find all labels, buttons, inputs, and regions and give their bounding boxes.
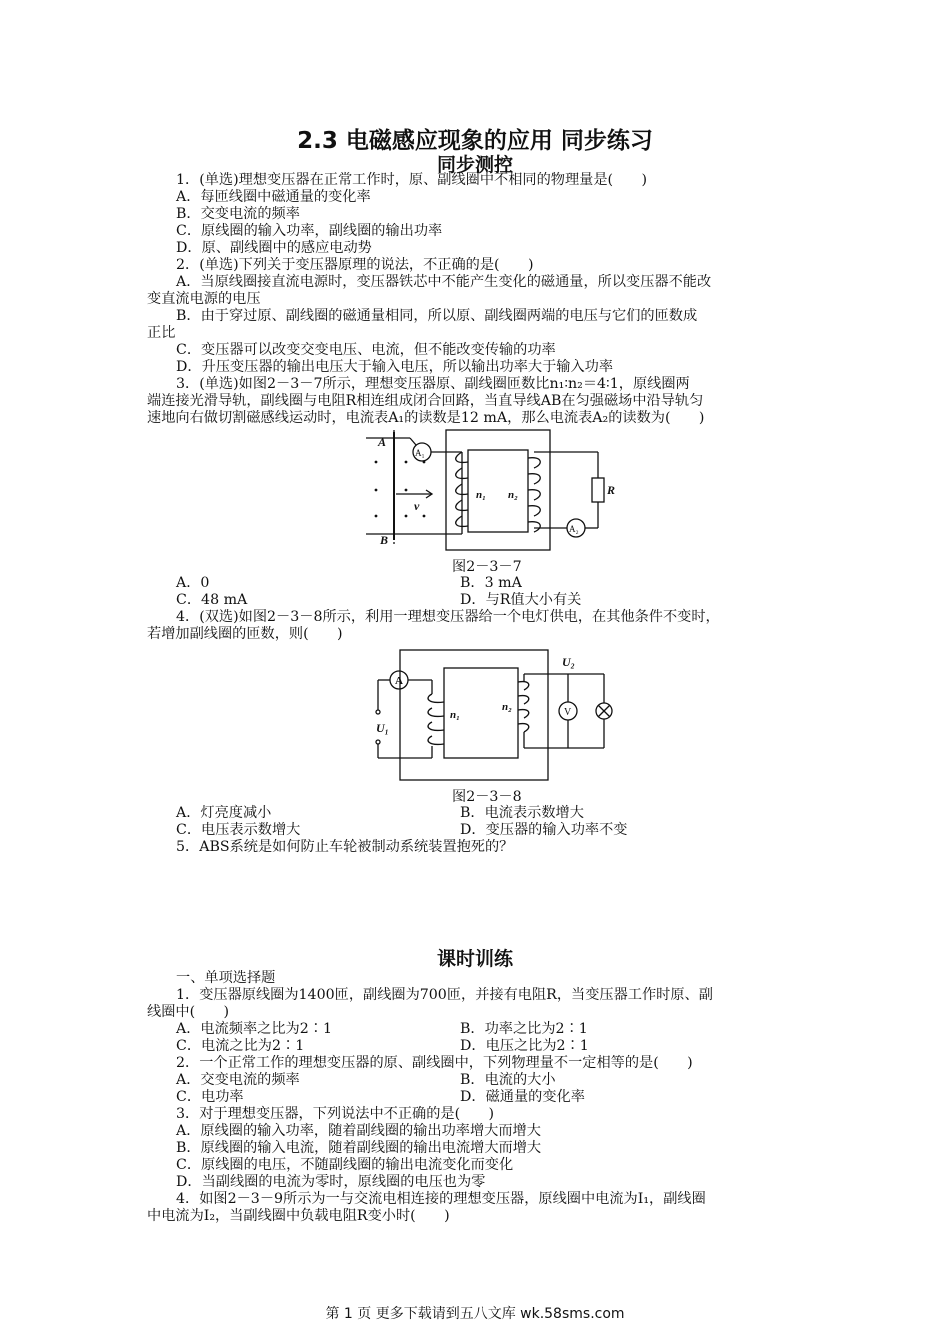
p2-q1-option-b: B．功率之比为2∶1 [460, 1021, 588, 1037]
q3-stem-cont2: 速地向右做切割磁感线运动时，电流表A₁的读数是12 mA，那么电流表A₂的读数为( ) [147, 410, 705, 426]
figure-2-3-8 [370, 646, 616, 786]
label-v: v [414, 499, 420, 513]
label-n2: n₂ [508, 489, 518, 501]
label-voltmeter: V [564, 707, 572, 718]
q4-stem: 4．(双选)如图2－3－8所示，利用一理想变压器给一个电灯供电，在其他条件不变时， [176, 609, 720, 625]
p2-q1-option-c: C．电流之比为2∶1 [176, 1038, 305, 1054]
label-u2: U₂ [562, 655, 575, 669]
q2-option-d: D．升压变压器的输出电压大于输入电压，所以输出功率大于输入功率 [176, 359, 614, 375]
p2-q1-stem: 1．变压器原线圈为1400匝，副线圈为700匝，并接有电阻R，当变压器工作时原、副 [176, 987, 713, 1003]
q1-stem: 1．(单选)理想变压器在正常工作时，原、副线圈中不相同的物理量是( ) [176, 172, 647, 188]
q2-option-a: A．当原线圈接直流电源时，变压器铁芯中不能产生变化的磁通量，所以变压器不能改 [176, 274, 712, 290]
q2-option-b: B．由于穿过原、副线圈的磁通量相同，所以原、副线圈两端的电压与它们的匝数成 [176, 308, 698, 324]
p2-q2-option-c: C．电功率 [176, 1089, 244, 1105]
q2-option-a-cont: 变直流电源的电压 [147, 291, 261, 307]
p2-q4-stem: 4．如图2－3－9所示为一与交流电相连接的理想变压器，原线圈中电流为I₁，副线圈 [176, 1191, 706, 1207]
p2-q3-stem: 3．对于理想变压器，下列说法中不正确的是( ) [176, 1106, 495, 1122]
p2-q3-option-b: B．原线圈的输入电流，随着副线圈的输出电流增大而增大 [176, 1140, 542, 1156]
label-a: A [378, 435, 387, 449]
label-a2: A₂ [569, 524, 579, 534]
q2-stem: 2．(单选)下列关于变压器原理的说法，不正确的是( ) [176, 257, 534, 273]
section-heading-training: 课时训练 [436, 948, 513, 970]
terminal-bottom [376, 740, 380, 744]
q1-option-d: D．原、副线圈中的感应电动势 [176, 240, 372, 256]
resistor-r-icon [592, 478, 604, 502]
q4-stem-cont: 若增加副线圈的匝数，则( ) [147, 626, 343, 642]
p2-q2-stem: 2．一个正常工作的理想变压器的原、副线圈中，下列物理量不一定相等的是( ) [176, 1055, 693, 1071]
label-b: B [380, 533, 389, 547]
q3-option-c: C．48 mA [176, 592, 248, 608]
q3-stem-cont1: 端连接光滑导轨，副线圈与电阻R相连组成闭合回路，当直导线AB在匀强磁场中沿导轨匀 [147, 393, 704, 409]
q2-option-c: C．变压器可以改变交变电压、电流，但不能改变传输的功率 [176, 342, 556, 358]
p2-q1-option-d: D．电压之比为2∶1 [460, 1038, 589, 1054]
q4-option-d: D．变压器的输入功率不变 [460, 822, 628, 838]
p2-q3-option-a: A．原线圈的输入功率，随着副线圈的输出功率增大而增大 [176, 1123, 541, 1139]
p2-q2-option-b: B．电流的大小 [460, 1072, 556, 1088]
label-ammeter: A [395, 675, 403, 687]
terminal-top [376, 710, 380, 714]
page-footer: 第 1 页 更多下载请到五八文库 wk.58sms.com [325, 1306, 625, 1322]
q1-option-c: C．原线圈的输入功率，副线圈的输出功率 [176, 223, 443, 239]
p2-q4-stem-cont: 中电流为I₂，当副线圈中负载电阻R变小时( ) [147, 1208, 450, 1224]
label-n2: n₂ [502, 701, 512, 713]
figure-2-3-7-caption: 图2－3－7 [452, 559, 522, 575]
p2-q3-option-c: C．原线圈的电压，不随副线圈的输出电流变化而变化 [176, 1157, 514, 1173]
p2-q1-option-a: A．电流频率之比为2∶1 [176, 1021, 332, 1037]
q1-option-b: B．交变电流的频率 [176, 206, 300, 222]
q3-option-a: A．0 [176, 575, 210, 591]
q1-option-a: A．每匝线圈中磁通量的变化率 [176, 189, 371, 205]
p2-q2-option-d: D．磁通量的变化率 [460, 1089, 585, 1105]
label-r: R [607, 483, 616, 497]
q3-stem: 3．(单选)如图2－3－7所示，理想变压器原、副线圈匝数比n₁∶n₂＝4∶1，原线圈两 [176, 376, 690, 392]
q5-stem: 5．ABS系统是如何防止车轮被制动系统装置抱死的？ [176, 839, 514, 855]
p2-q3-option-d: D．当副线圈的电流为零时，原线圈的电压也为零 [176, 1174, 486, 1190]
q4-option-c: C．电压表示数增大 [176, 822, 301, 838]
label-u1: U₁ [376, 721, 389, 735]
figure-2-3-8-caption: 图2－3－8 [452, 789, 522, 805]
q2-option-b-cont: 正比 [147, 325, 176, 341]
p2-q1-stem-cont: 线圈中( ) [147, 1004, 230, 1020]
section-heading-sync: 同步测控 [436, 154, 513, 176]
secondary-coil [528, 458, 540, 532]
iron-core-outer [400, 650, 548, 780]
q4-option-b: B．电流表示数增大 [460, 805, 584, 821]
page-title: 2.3 电磁感应现象的应用 同步练习 [297, 128, 653, 154]
part2-heading: 一、单项选择题 [176, 970, 276, 986]
label-n1: n₁ [476, 489, 486, 501]
figure-2-3-7 [366, 428, 616, 554]
q4-option-a: A．灯亮度减小 [176, 805, 272, 821]
primary-coil [428, 694, 444, 744]
q3-option-d: D．与R值大小有关 [460, 592, 582, 608]
p2-q2-option-a: A．交变电流的频率 [176, 1072, 300, 1088]
q3-option-b: B．3 mA [460, 575, 522, 591]
secondary-coil [518, 682, 529, 732]
label-n1: n₁ [450, 709, 460, 721]
label-a1: A₁ [415, 448, 425, 458]
